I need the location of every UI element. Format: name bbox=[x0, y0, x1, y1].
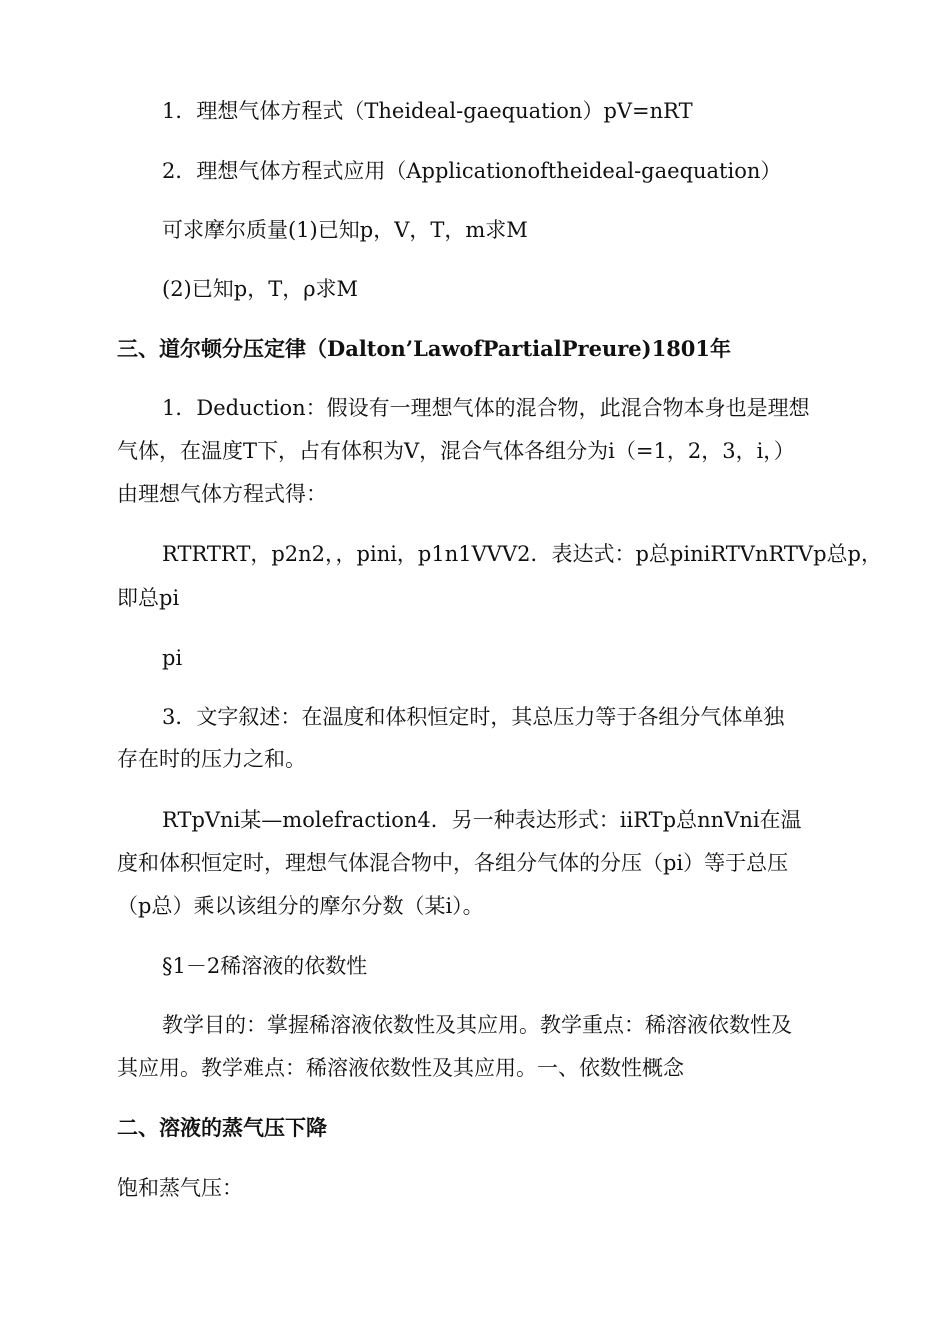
paragraph-pi: pi bbox=[162, 646, 183, 670]
section-title-colligative: §1－2稀溶液的依数性 bbox=[162, 954, 368, 978]
paragraph-mole-fraction-line2: 度和体积恒定时，理想气体混合物中，各组分气体的分压（pi）等于总压 bbox=[117, 851, 789, 875]
paragraph-text-statement-line1: 3．文字叙述：在温度和体积恒定时，其总压力等于各组分气体单独 bbox=[162, 705, 785, 729]
paragraph-deduction-line3: 由理想气体方程式得： bbox=[117, 482, 327, 506]
paragraph-mole-fraction-line3: （p总）乘以该组分的摩尔分数（某i）。 bbox=[117, 894, 484, 918]
paragraph-deduction-line1: 1．Deduction：假设有一理想气体的混合物，此混合物本身也是理想 bbox=[162, 396, 810, 420]
paragraph-ideal-gas-equation: 1．理想气体方程式（Theideal-gaequation）pV=nRT bbox=[162, 99, 693, 123]
paragraph-molar-mass-2: (2)已知p，T，ρ求M bbox=[162, 277, 359, 301]
paragraph-ideal-gas-application: 2．理想气体方程式应用（Applicationoftheideal-gaequation） bbox=[162, 159, 782, 183]
section-heading-dalton: 三、道尔顿分压定律（Dalton’LawofPartialPreure)1801年 bbox=[117, 336, 732, 361]
paragraph-teaching-goals-line1: 教学目的：掌握稀溶液依数性及其应用。教学重点：稀溶液依数性及 bbox=[162, 1013, 792, 1037]
paragraph-teaching-goals-line2: 其应用。教学难点：稀溶液依数性及其应用。一、依数性概念 bbox=[117, 1056, 684, 1080]
paragraph-text-statement-line2: 存在时的压力之和。 bbox=[117, 747, 306, 771]
paragraph-expression-line2: 即总pi bbox=[117, 586, 180, 610]
paragraph-molar-mass-1: 可求摩尔质量(1)已知p，V，T，m求M bbox=[162, 218, 528, 242]
paragraph-mole-fraction-line1: RTpVni某—molefraction4．另一种表达形式：iiRTp总nnVni在温 bbox=[162, 808, 802, 832]
paragraph-deduction-line2: 气体，在温度T下，占有体积为V，混合气体各组分为i（=1，2，3，i，） bbox=[117, 439, 795, 463]
paragraph-saturated-vapor-pressure: 饱和蒸气压： bbox=[117, 1176, 243, 1200]
section-heading-vapor-pressure: 二、溶液的蒸气压下降 bbox=[117, 1115, 327, 1140]
paragraph-expression-line1: RTRTRT，p2n2，，pini，p1n1VVV2．表达式：p总piniRTVnRTVp总p， bbox=[162, 542, 882, 566]
